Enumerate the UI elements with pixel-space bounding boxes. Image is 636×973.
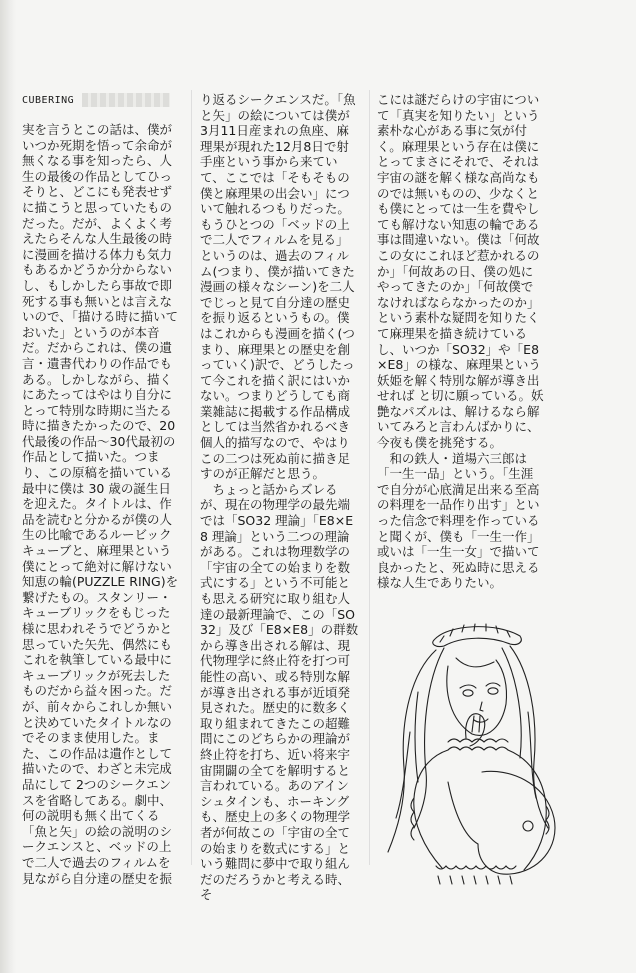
page-binding-edge <box>0 0 16 973</box>
page-header <box>22 92 187 108</box>
column-divider <box>191 90 192 865</box>
text-column-3: こには謎だらけの宇宙について「真実を知りたい」という素朴な心がある事に気が付く。麻理果という存在は僕にとってまさにそれで、それは宇宙の謎を解く様な高尚なものでは無いものの、少なくとも僕にとっては一生を費やしても解けない知恵の輪である事は間違いない。僕は「何故この女にこれほど惹かれるのか」「何故あの日、僕の処にやってきたのか」「何故僕でなければならなかったのか」という素朴な疑問を知りたくて麻理果を描き続けているし、いつか「SO32」や「E8×E8」の様な、麻理果という妖姫を解く特別な解が導き出せれば と切に願っている。妖艶なパズルは、解けるなら解いてみろと言わんばかりに、今夜も僕を挑発する。 和の鉄人・道場六三郎は「一生一品」という。「生涯で自分が心底満足出来る至高の料理を一品作り出す」といった信念で料理を作っていると聞くが、僕も「一生一作」或いは「一生一女」で描いて良かったと、死ぬ時に思える様な人生でありたい。 <box>377 92 544 591</box>
column-divider <box>369 90 370 865</box>
header-label: CUBERING <box>22 94 75 106</box>
text-column-1: 実を言うとこの話は、僕がいつか死期を悟って余命が無くなる事を知ったら、人生の最後の作品としてひっそりと、どこにも発表せずに描こうと思っていたものだった。だが、よくよく考えたらそんな人生最後の時に漫画を描ける体力も気力もあるかどうか分からないし、もしかしたら事故で即死する事も無いとは言えないので、「描ける時に描いておいた」というのが本音だ。だからこれは、僕の遺言・遺書代わりの作品でもある。しかしながら、描くにあたってはやはり自分にとって特別な時期に当たる時に描きたかったので、20 代最後の作品～30代最初の作品として描いた。つまり、この原稿を描いている最中に僕は 30 歳の誕生日を迎えた。タイトルは、作品を読むと分かるが僕の人生の比喩であるルービックキューブと、麻理果という僕にとって絶対に解けない知恵の輪(PUZZLE RING)を繋げたもの。スタンリー・キューブリックをもじった様に思われそうでどうかと思っていた矢先、偶然にもこれを執筆している最中にキューブリックが死去したものだから益々困った。だが、前々からこれしか無いと決めていたタイトルなのでそのまま使用した。また、この作品は遺作として描いたので、わざと未完成品にして 2つのシークエンスを省略してある。劇中、何の説明も無く出てくる「魚と矢」の絵の説明のシークエンスと、ベッドの上で二人で過去のフィルムを見ながら自分達の歴史を振 <box>22 122 180 886</box>
text-column-2: り返るシークエンスだ。「魚と矢」の絵については僕が 3月11日産まれの魚座、麻理果が現れた12月8日で射手座という事から来ていて、ここでは「そもそもの僕と麻理果の出会い」について触れるつもりだった。もうひとつの「ベッドの上で二人でフィルムを見る」というのは、過去のフィルム(つまり、僕が描いてきた漫画の様々なシーン)を二人でじっと見て自分達の歴史を振り返るというもの。僕はこれからも漫画を描く(つまり、麻理果との歴史を創っていく)訳で、どうしたって今これを描く訳にはいかない。つまりどうしても商業雑誌に掲載する作品構成としては当然省かれるべき個人的描写なので、やはりこの二つは死ぬ前に描き足すのが正解だと思う。 ちょっと話からズレるが、現在の物理学の最先端では「SO32 理論」「E8×E8 理論」という二つの理論がある。これは物理数学の「宇宙の全ての始まりを数式にする」という不可能とも思える研究に取り組む人達の最新理論で、この「SO32」及び「E8×E8」の群数から導き出される解は、現代物理学に終止符を打つ可能性の高い、或る特別な解が導き出される事が近頃発見された。歴史的に数多く取り組まれてきたこの超難問にこのどちらかの理論が終止符を打ち、近い将来宇宙開闢の全てを解明すると言われている。あのアインシュタインも、ホーキングも、歴史上の多くの物理学者が何故この「宇宙の全ての始まりを数式にする」という難問に夢中で取り組んだのだろうかと考える時、そ <box>200 92 359 903</box>
header-smudge <box>82 93 170 107</box>
portrait-illustration-icon <box>378 622 586 890</box>
